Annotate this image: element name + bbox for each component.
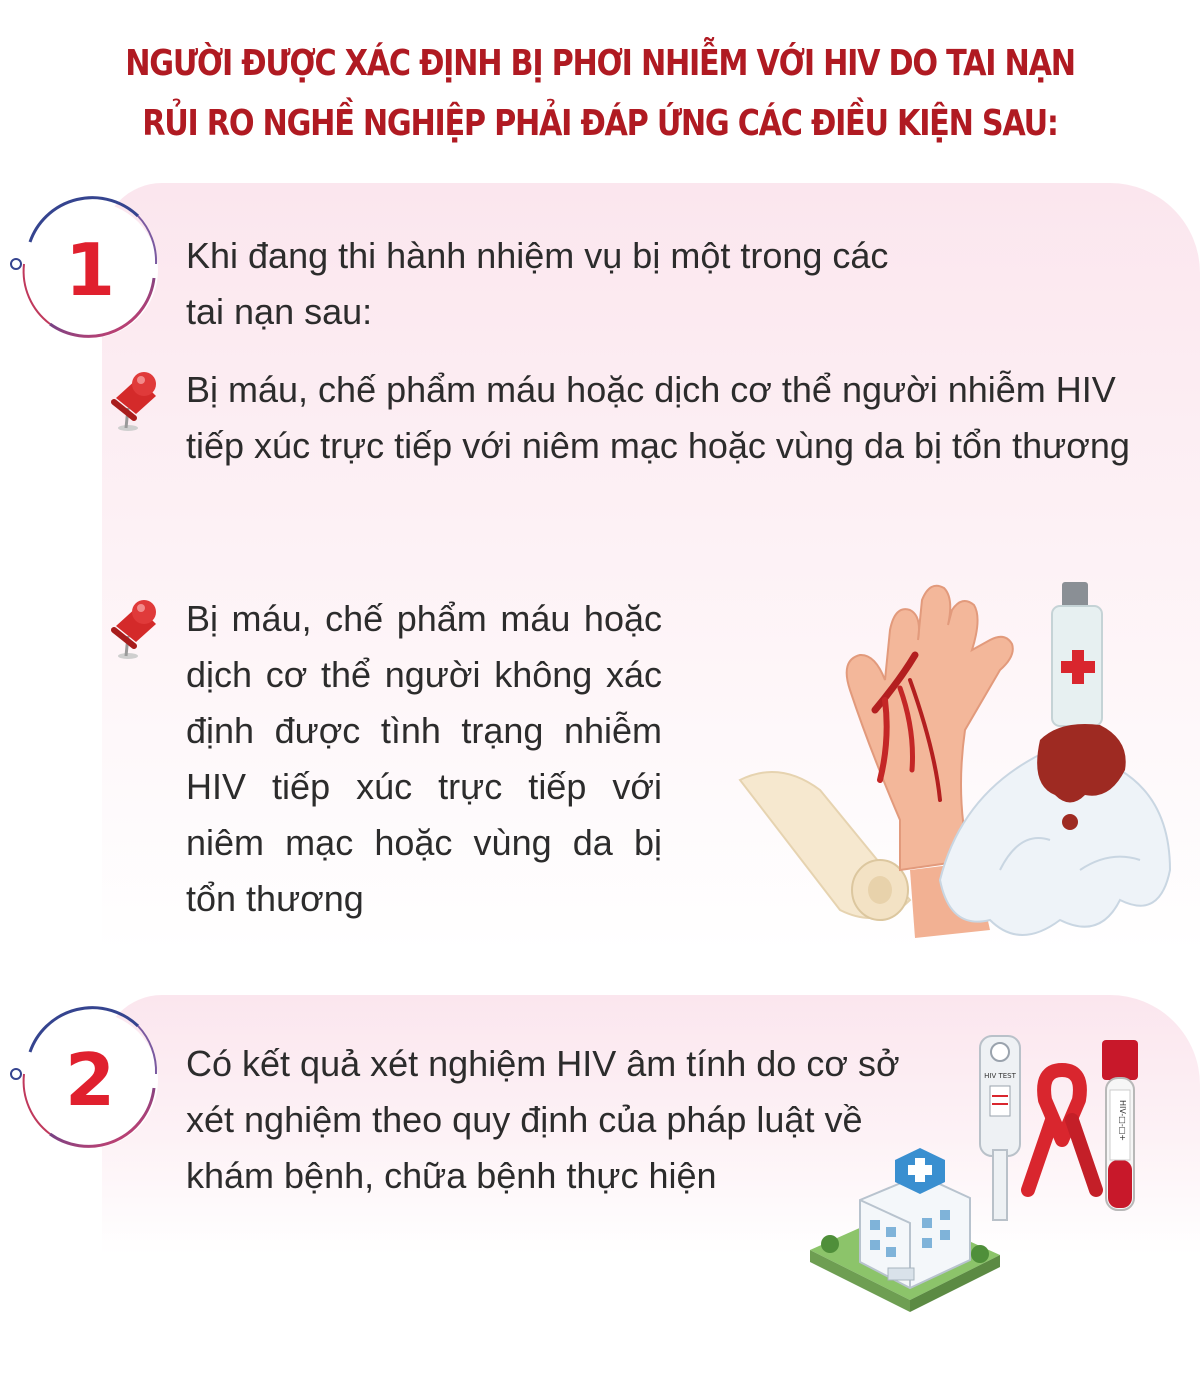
section-1-number-badge [10, 190, 170, 350]
section-1-bullet-1: Bị máu, chế phẩm máu hoặc dịch cơ thể người nhiễm HIV tiếp xúc trực tiếp với niêm mạc hoặc vùng da bị tổn thương [186, 369, 1130, 466]
test-label: HIV TEST [984, 1072, 1016, 1080]
section-2-number: 2 [64, 1038, 116, 1122]
section-2-text: Có kết quả xét nghiệm HIV âm tính do cơ sở xét nghiệm theo quy định của pháp luật về khám bệnh, chữa bệnh thực hiện [186, 1043, 900, 1196]
hiv-test-hospital-illustration [800, 1030, 1150, 1330]
section-1-heading-line-1: Khi đang thi hành nhiệm vụ bị một trong các [186, 235, 889, 276]
section-1-number: 1 [64, 228, 116, 312]
section-1-heading [186, 228, 1086, 340]
section-2-number-badge [10, 1000, 170, 1160]
section-1-bullet-2: Bị máu, chế phẩm máu hoặc dịch cơ thể người không xác định được tình trạng nhiễm HIV tiếp xúc trực tiếp với niêm mạc hoặc vùng da bị tổn thương [186, 598, 662, 919]
title-line-2: RỦI RO NGHỀ NGHIỆP PHẢI ĐÁP ỨNG CÁC ĐIỀU KIỆN SAU: [142, 103, 1058, 144]
push-pin-icon [108, 368, 164, 438]
push-pin-icon [108, 596, 164, 666]
title-line-1: NGƯỜI ĐƯỢC XÁC ĐỊNH BỊ PHƠI NHIỄM VỚI HIV DO TAI NẠN [125, 43, 1075, 84]
injured-hand-illustration [700, 570, 1190, 950]
section-1-heading-line-2: tai nạn sau: [186, 291, 373, 332]
page-title [96, 34, 1104, 154]
tube-label: HIV-□-□+ [1118, 1100, 1127, 1141]
